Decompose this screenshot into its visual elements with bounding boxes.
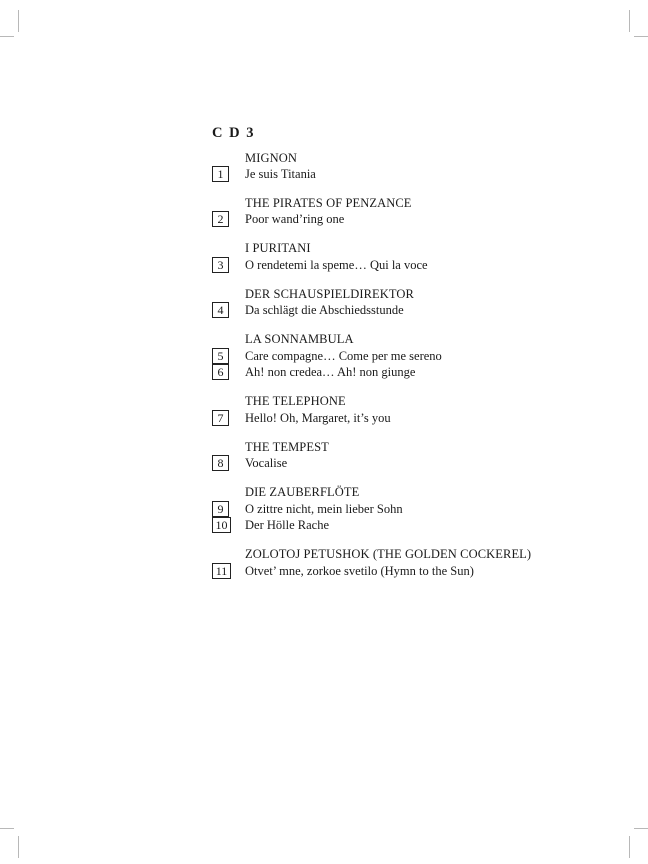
opera-title: LA SONNAMBULA bbox=[245, 332, 354, 346]
track-number-box: 6 bbox=[212, 364, 229, 380]
crop-mark-top-right-h bbox=[634, 36, 648, 37]
track-title: Hello! Oh, Margaret, it’s you bbox=[245, 411, 391, 425]
opera-title: THE TELEPHONE bbox=[245, 394, 346, 408]
opera-title: DIE ZAUBERFLÖTE bbox=[245, 485, 360, 499]
opera-title: MIGNON bbox=[245, 151, 297, 165]
track-number-box: 5 bbox=[212, 348, 229, 364]
track-title: Poor wand’ring one bbox=[245, 212, 345, 226]
track-title: Ah! non credea… Ah! non giunge bbox=[245, 365, 416, 379]
crop-mark-top-left bbox=[18, 10, 19, 32]
track-number-box: 8 bbox=[212, 455, 229, 471]
track-number-box: 7 bbox=[212, 410, 229, 426]
crop-mark-top-left-h bbox=[0, 36, 14, 37]
page-title: C D 3 bbox=[212, 125, 255, 141]
track-title: Der Hölle Rache bbox=[245, 518, 329, 532]
track-number-box: 11 bbox=[212, 563, 231, 579]
track-number-box: 3 bbox=[212, 257, 229, 273]
crop-mark-bottom-right bbox=[629, 836, 630, 858]
opera-title: ZOLOTOJ PETUSHOK (THE GOLDEN COCKEREL) bbox=[245, 547, 532, 561]
track-title: O rendetemi la speme… Qui la voce bbox=[245, 258, 428, 272]
track-number-box: 9 bbox=[212, 501, 229, 517]
track-title: Otvet’ mne, zorkoe svetilo (Hymn to the Sun) bbox=[245, 564, 474, 578]
track-number-box: 1 bbox=[212, 166, 229, 182]
crop-mark-top-right bbox=[629, 10, 630, 32]
opera-title: DER SCHAUSPIELDIREKTOR bbox=[245, 287, 414, 301]
crop-mark-bottom-left-h bbox=[0, 828, 14, 829]
track-title: Da schlägt die Abschiedsstunde bbox=[245, 303, 404, 317]
track-title: Je suis Titania bbox=[245, 167, 316, 181]
track-number-box: 10 bbox=[212, 517, 231, 533]
track-number-box: 4 bbox=[212, 302, 229, 318]
track-title: Vocalise bbox=[245, 456, 288, 470]
crop-mark-bottom-left bbox=[18, 836, 19, 858]
track-title: O zittre nicht, mein lieber Sohn bbox=[245, 502, 403, 516]
crop-mark-bottom-right-h bbox=[634, 828, 648, 829]
track-title: Care compagne… Come per me sereno bbox=[245, 349, 442, 363]
opera-title: THE TEMPEST bbox=[245, 440, 329, 454]
track-number-box: 2 bbox=[212, 211, 229, 227]
opera-title: THE PIRATES OF PENZANCE bbox=[245, 196, 412, 210]
opera-title: I PURITANI bbox=[245, 241, 311, 255]
